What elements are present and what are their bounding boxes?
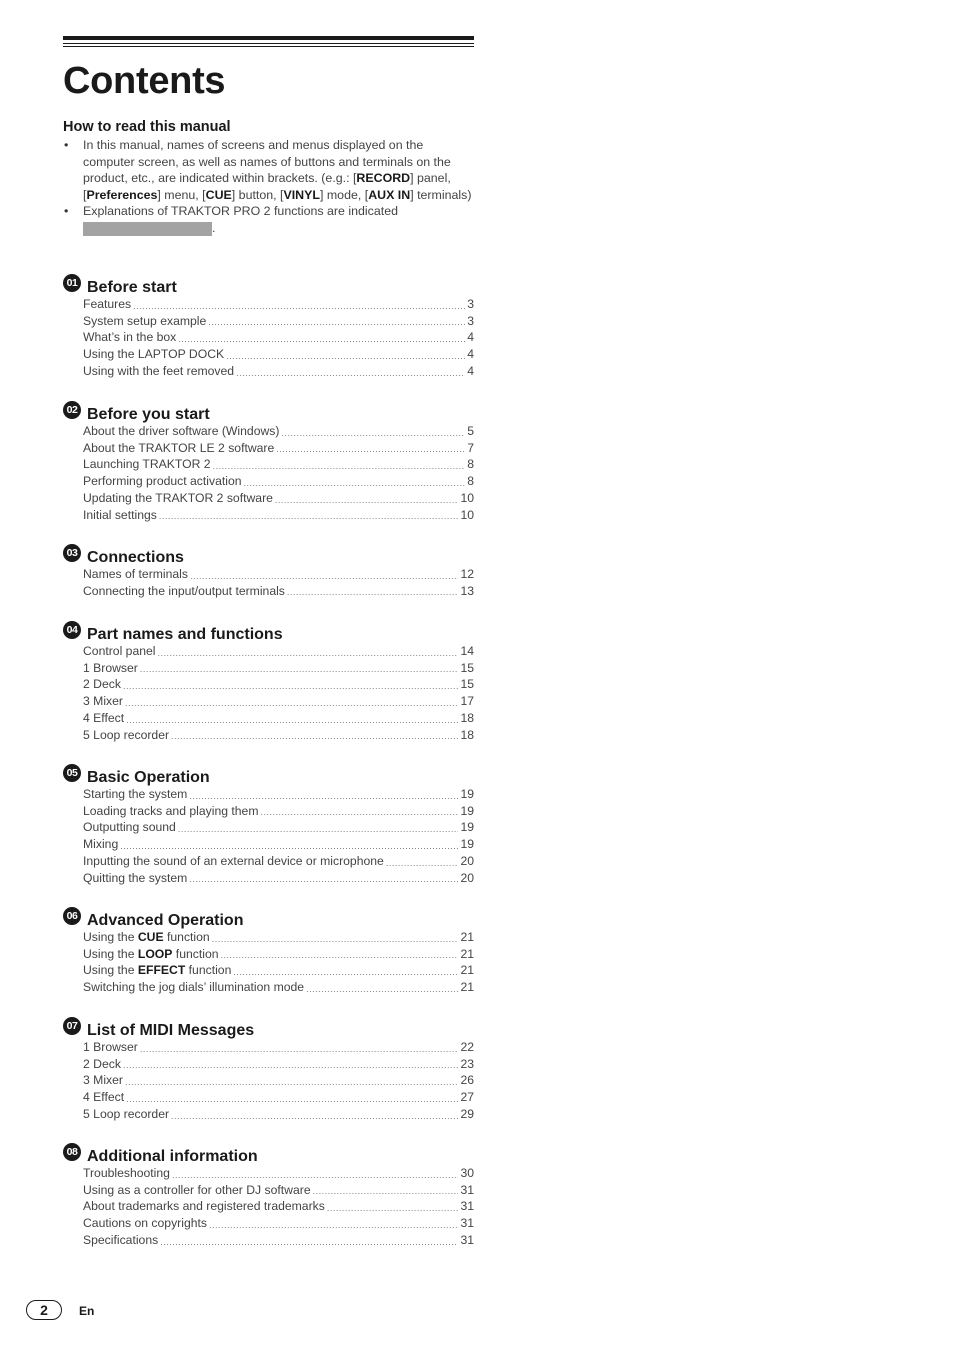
dot-leader — [123, 1058, 459, 1072]
toc-entry-label: Features — [83, 297, 132, 311]
toc-entry-page: 4 — [467, 363, 474, 378]
toc-entry-page: 19 — [460, 803, 474, 818]
toc-entry[interactable] — [83, 507, 474, 524]
toc-entry-label: System setup example — [83, 313, 207, 328]
language-label: En — [79, 1304, 95, 1318]
toc-entry-label: Starting the system — [83, 787, 188, 801]
toc-entry[interactable] — [83, 870, 474, 887]
toc-entry-page: 15 — [460, 677, 474, 692]
toc-entry[interactable] — [83, 710, 474, 727]
dot-leader — [212, 932, 459, 946]
toc-entry-page: 30 — [460, 1166, 474, 1180]
toc-entry[interactable] — [83, 1072, 474, 1089]
toc-entries — [63, 423, 474, 523]
toc-entry[interactable] — [83, 929, 474, 946]
toc-entry-label: Inputting the sound of an external device or microphone — [83, 853, 384, 868]
toc-entry[interactable] — [83, 962, 474, 979]
toc-entry-page: 7 — [467, 440, 474, 455]
chapter-number-badge: 06 — [63, 907, 81, 925]
toc-entry-label: What’s in the box — [83, 330, 177, 345]
dot-leader — [260, 805, 458, 819]
toc-entry[interactable] — [83, 456, 474, 473]
toc-entry[interactable] — [83, 440, 474, 457]
dot-leader — [189, 789, 458, 803]
toc-entry-label: Using with the feet removed — [83, 363, 235, 378]
toc-entry-page: 22 — [460, 1040, 474, 1054]
section-title[interactable]: Before you start — [87, 406, 210, 423]
dot-leader — [123, 679, 459, 693]
toc-entry-page: 5 — [467, 424, 474, 438]
toc-entry-label: Switching the jog dials’ illumination mode — [83, 980, 305, 995]
toc-entry[interactable] — [83, 786, 474, 803]
dot-leader — [133, 299, 465, 313]
section-heading — [63, 909, 474, 929]
toc-entry-label: Specifications — [83, 1232, 159, 1247]
section-title[interactable]: Part names and functions — [87, 626, 283, 643]
toc-entry-page: 10 — [460, 507, 474, 522]
toc-entry[interactable] — [83, 329, 474, 346]
toc-entry-label: 3 Mixer — [83, 1073, 123, 1088]
howto-bullet-2: • Explanations of TRAKTOR PRO 2 functions are indicated . — [64, 204, 398, 235]
dot-leader — [190, 569, 458, 583]
toc-entry-label: Outputting sound — [83, 820, 176, 835]
chapter-number-badge: 01 — [63, 274, 81, 292]
toc-entry-page: 3 — [467, 297, 474, 311]
dot-leader — [140, 1042, 459, 1056]
toc-entry-label: Updating the TRAKTOR 2 software — [83, 490, 273, 505]
toc-entry-label: Cautions on copyrights — [83, 1216, 207, 1231]
toc-entry[interactable] — [83, 423, 474, 440]
toc-entry-label: About trademarks and registered trademarks — [83, 1199, 325, 1214]
dot-leader — [327, 1201, 459, 1215]
toc-entry-page: 18 — [460, 727, 474, 742]
dot-leader — [158, 646, 459, 660]
toc-section-07 — [63, 1019, 474, 1123]
toc-entry-label: Loading tracks and playing them — [83, 803, 259, 818]
dot-leader — [244, 476, 466, 490]
toc-entry-label: Performing product activation — [83, 474, 242, 489]
dot-leader — [189, 872, 458, 886]
toc-entry-page: 19 — [460, 837, 474, 852]
toc-entry-label: 5 Loop recorder — [83, 1106, 170, 1121]
dot-leader — [209, 1218, 458, 1232]
toc-section-08 — [63, 1145, 474, 1249]
toc-entry-page: 21 — [460, 946, 474, 961]
toc-entry-page: 15 — [460, 660, 474, 675]
toc-entry-label: 4 Effect — [83, 710, 125, 725]
toc-entry-page: 4 — [467, 347, 474, 362]
toc-entry-label: 1 Browser — [83, 1040, 138, 1054]
bullet-icon: • — [64, 138, 69, 152]
toc-entry[interactable] — [83, 566, 474, 583]
toc-entry-page: 8 — [467, 457, 474, 472]
dot-leader — [160, 1235, 458, 1249]
toc-entry-label: Using the EFFECT function — [83, 963, 232, 978]
toc-entry-page: 4 — [467, 330, 474, 345]
dot-leader — [233, 965, 458, 979]
toc-entry-page: 19 — [460, 787, 474, 801]
dot-leader — [125, 696, 458, 710]
toc-entry[interactable] — [83, 490, 474, 507]
toc-entry-page: 26 — [460, 1073, 474, 1088]
toc-entry-label: 5 Loop recorder — [83, 727, 170, 742]
dot-leader — [126, 713, 458, 727]
dot-leader — [159, 509, 459, 523]
dot-leader — [171, 729, 458, 743]
toc-entry-label: Quitting the system — [83, 870, 188, 885]
toc-entry-page: 3 — [467, 313, 474, 328]
dot-leader — [172, 1168, 458, 1182]
dot-leader — [171, 1109, 458, 1123]
toc-entry-page: 14 — [460, 644, 474, 658]
toc-entry-page: 10 — [460, 490, 474, 505]
toc-entry-page: 8 — [467, 474, 474, 489]
dot-leader — [287, 585, 459, 599]
page-number-badge: 2 — [26, 1300, 62, 1320]
toc-entry-label: 1 Browser — [83, 660, 138, 675]
section-title[interactable]: Before start — [87, 279, 177, 296]
toc-entry[interactable] — [83, 643, 474, 660]
toc-entry-label: 3 Mixer — [83, 694, 123, 709]
toc-entry[interactable] — [83, 1232, 474, 1249]
top-rule-thin-2 — [63, 46, 474, 47]
dot-leader — [226, 349, 465, 363]
section-heading — [63, 1145, 474, 1165]
dot-leader — [126, 1092, 458, 1106]
toc-entry-label: Using the LAPTOP DOCK — [83, 347, 225, 362]
section-title[interactable]: Additional information — [87, 1148, 258, 1165]
toc-entry-page: 31 — [460, 1216, 474, 1231]
toc-entry-label: Initial settings — [83, 507, 157, 522]
toc-entries — [63, 929, 474, 996]
toc-entry-page: 19 — [460, 820, 474, 835]
toc-entry[interactable] — [83, 1056, 474, 1073]
toc-entry-page: 17 — [460, 694, 474, 709]
toc-entry[interactable] — [83, 1198, 474, 1215]
toc-entry[interactable] — [83, 819, 474, 836]
toc-entry[interactable] — [83, 313, 474, 330]
toc-entry[interactable] — [83, 473, 474, 490]
toc-entry-page: 18 — [460, 710, 474, 725]
toc-entry[interactable] — [83, 946, 474, 963]
toc-entry-label: Troubleshooting — [83, 1166, 170, 1180]
dot-leader — [213, 459, 466, 473]
toc-entry-page: 23 — [460, 1056, 474, 1071]
toc-entry-page: 29 — [460, 1106, 474, 1121]
toc-section-02 — [63, 403, 474, 523]
toc-entry[interactable] — [83, 1089, 474, 1106]
section-heading — [63, 623, 474, 643]
section-heading — [63, 403, 474, 423]
dot-leader — [178, 822, 459, 836]
dot-leader — [236, 366, 465, 380]
toc-entry[interactable] — [83, 346, 474, 363]
chapter-number-badge: 08 — [63, 1143, 81, 1161]
toc-entry-label: About the driver software (Windows) — [83, 424, 280, 438]
header-block — [63, 36, 474, 237]
toc-entry-label: 2 Deck — [83, 1056, 121, 1071]
dot-leader — [306, 982, 458, 996]
toc-entry[interactable] — [83, 296, 474, 313]
toc-section-04 — [63, 623, 474, 743]
bullet-icon: • — [64, 204, 69, 219]
section-heading — [63, 766, 474, 786]
page-title: Contents — [63, 60, 226, 102]
dot-leader — [140, 662, 459, 676]
toc-entry-label: Launching TRAKTOR 2 — [83, 457, 211, 472]
toc-section-05 — [63, 766, 474, 886]
toc-entry[interactable] — [83, 853, 474, 870]
toc-entry[interactable] — [83, 363, 474, 380]
dot-leader — [125, 1075, 458, 1089]
toc-entry[interactable] — [83, 979, 474, 996]
toc-entry[interactable] — [83, 836, 474, 853]
toc-entry-label: Control panel — [83, 644, 156, 658]
toc-entry-page: 13 — [460, 583, 474, 598]
toc-entry-page: 31 — [460, 1182, 474, 1197]
toc-entry-page: 20 — [460, 870, 474, 885]
gray-highlight-swatch — [83, 222, 212, 236]
chapter-number-badge: 03 — [63, 544, 81, 562]
toc-entry[interactable] — [83, 1165, 474, 1182]
toc-entry-label: Connecting the input/output terminals — [83, 583, 285, 598]
toc-entry[interactable] — [83, 1182, 474, 1199]
toc-entries — [63, 786, 474, 886]
toc-entry-page: 31 — [460, 1199, 474, 1214]
dot-leader — [275, 493, 459, 507]
howto-bullet-1: • In this manual, names of screens and menus displayed on the computer screen, as well as names of buttons and terminals on the product, etc., are indicated within brackets. (e.g.: [RECORD] panel, [Preferences] menu, [CUE] button, [VINYL] mode, [AUX IN] terminals) — [64, 138, 472, 202]
chapter-number-badge: 05 — [63, 764, 81, 782]
toc-section-01 — [63, 276, 474, 380]
toc-entry-label: 4 Effect — [83, 1090, 125, 1105]
toc-entries — [63, 566, 474, 599]
section-title[interactable]: Basic Operation — [87, 769, 210, 786]
toc-entry-label: 2 Deck — [83, 677, 121, 692]
dot-leader — [178, 332, 465, 346]
toc-entries — [63, 1039, 474, 1123]
dot-leader — [281, 426, 465, 440]
toc-entry-page: 12 — [460, 567, 474, 581]
dot-leader — [386, 856, 459, 870]
toc-entry[interactable] — [83, 583, 474, 600]
toc-entry[interactable] — [83, 676, 474, 693]
section-title[interactable]: Advanced Operation — [87, 912, 244, 929]
toc-entry-label: Using as a controller for other DJ software — [83, 1182, 311, 1197]
toc-entry-page: 21 — [460, 930, 474, 944]
toc-entry[interactable] — [83, 1215, 474, 1232]
howto-heading: How to read this manual — [63, 119, 231, 135]
section-heading — [63, 1019, 474, 1039]
toc-entry-label: Using the LOOP function — [83, 946, 219, 961]
toc-entry[interactable] — [83, 727, 474, 744]
dot-leader — [276, 442, 465, 456]
toc-entry-page: 21 — [460, 963, 474, 978]
chapter-number-badge: 02 — [63, 401, 81, 419]
toc-entry-label: Mixing — [83, 837, 119, 852]
dot-leader — [221, 948, 459, 962]
dot-leader — [208, 315, 465, 329]
toc-entry-page: 27 — [460, 1090, 474, 1105]
toc-entry[interactable] — [83, 1106, 474, 1123]
toc-entry-label: About the TRAKTOR LE 2 software — [83, 440, 275, 455]
section-title[interactable]: List of MIDI Messages — [87, 1022, 255, 1039]
toc-section-06 — [63, 909, 474, 996]
dot-leader — [313, 1184, 459, 1198]
toc-entries — [63, 1165, 474, 1249]
chapter-number-badge: 04 — [63, 621, 81, 639]
dot-leader — [120, 839, 458, 853]
toc-entries — [63, 296, 474, 380]
toc-entry-label: Names of terminals — [83, 567, 188, 581]
toc-entry[interactable] — [83, 1039, 474, 1056]
toc-entry-label: Using the CUE function — [83, 930, 210, 944]
chapter-number-badge: 07 — [63, 1017, 81, 1035]
section-heading — [63, 276, 474, 296]
section-heading — [63, 546, 474, 566]
toc-entry-page: 31 — [460, 1232, 474, 1247]
toc-entry[interactable] — [83, 660, 474, 677]
toc-section-03 — [63, 546, 474, 599]
toc-entry-page: 20 — [460, 853, 474, 868]
section-title[interactable]: Connections — [87, 549, 184, 566]
toc-entry-page: 21 — [460, 980, 474, 995]
toc-entry[interactable] — [83, 693, 474, 710]
howto-list — [63, 137, 474, 237]
toc-entry[interactable] — [83, 803, 474, 820]
toc-entries — [63, 643, 474, 743]
